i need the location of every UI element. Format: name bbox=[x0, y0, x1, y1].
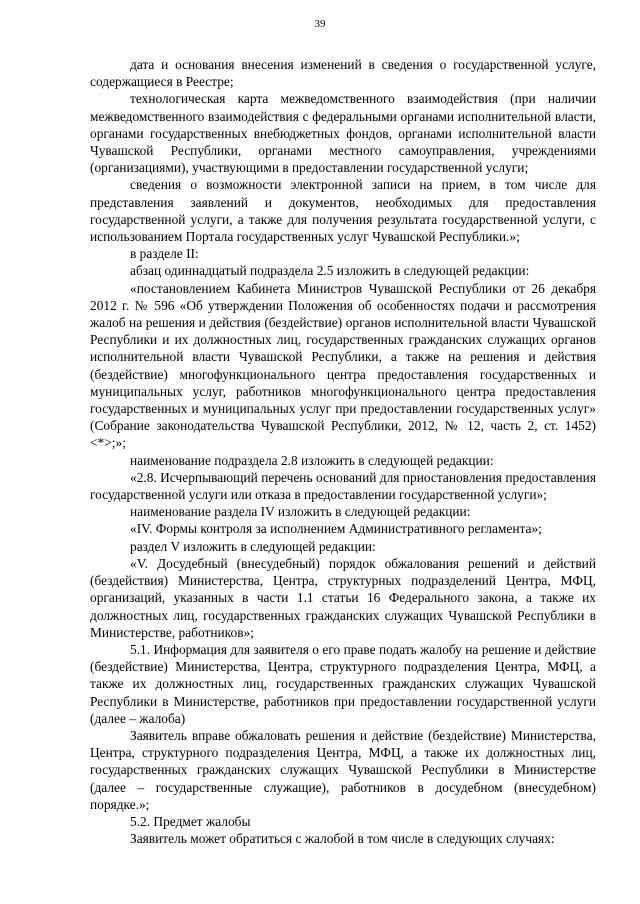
paragraph: раздел V изложить в следующей редакции: bbox=[130, 538, 376, 554]
paragraph: «V. Досудебный (внесудебный) порядок обжалования решений и действий (бездействия) Министерства, Центра, структурных подразделений Центра, МФЦ, организаций, указанных в части 1.1 статьи 16 Федерального закона, а также их должностных лиц, государственных гражданских служащих Чувашской Республики в Министерстве, работников»; bbox=[90, 555, 596, 640]
paragraph: наименование раздела IV изложить в следующей редакции: bbox=[130, 504, 471, 520]
page-number: 39 bbox=[314, 18, 326, 30]
paragraph: дата и основания внесения изменений в сведения о государственной услуге, содержащиеся в Реестре; bbox=[90, 57, 596, 90]
paragraph: «2.8. Исчерпывающий перечень оснований для приостановления предоставления государственной услуги или отказа в предоставлении государственной услуги»; bbox=[90, 469, 596, 503]
paragraph: Заявитель может обратиться с жалобой в том числе в следующих случаях: bbox=[130, 831, 555, 847]
paragraph: Заявитель вправе обжаловать решения и действие (бездействие) Министерства, Центра, структурного подразделения Центра, МФЦ, а также их должностных лиц, государственных гражданских служащих Чувашской Республики в Министерстве (далее – государственные служащие), работников в досудебном (внесудебном) порядке.»; bbox=[90, 727, 596, 812]
paragraph: «постановлением Кабинета Министров Чувашской Республики от 26 декабря 2012 г. № 596 «Об утверждении Положения об особенностях подачи и рассмотрения жалоб на решения и действия (бездействие) органов исполнительной власти Чувашской Республики и их должностных лиц, государственных гражданских служащих органов исполнительной власти Чувашской Республики, а также на решения и действия (бездействие) многофункционального центра предоставления государственных и муниципальных услуг, работников многофункционального центра предоставления государственных и муниципальных услуг при предоставлении государственных услуг» (Собрание законодательства Чувашской Республики, 2012, № 12, часть 2, ст. 1452) <*>;»; bbox=[90, 280, 596, 451]
paragraph: наименование подраздела 2.8 изложить в следующей редакции: bbox=[130, 452, 494, 468]
paragraph: «IV. Формы контроля за исполнением Административного регламента»; bbox=[130, 521, 542, 537]
paragraph: абзац одиннадцатый подраздела 2.5 изложить в следующей редакции: bbox=[130, 263, 530, 279]
paragraph: 5.1. Информация для заявителя о его праве подать жалобу на решение и действие (бездействие) Министерства, Центра, структурного подразделения Центра, МФЦ, а также их должностных лиц, государственных гражданских служащих Чувашской Республики в Министерстве, работников при предоставлении государственной услуги (далее – жалоба) bbox=[90, 641, 596, 726]
document-body bbox=[90, 56, 596, 847]
paragraph: сведения о возможности электронной записи на прием, в том числе для представления заявлений и документов, необходимых для предоставления государственной услуги, а также для получения результата государственной услуги, с использованием Портала государственных услуг Чувашской Республики.»; bbox=[90, 177, 596, 245]
paragraph: технологическая карта межведомственного взаимодействия (при наличии межведомственного взаимодействия с федеральными органами исполнительной власти, органами государственных внебюджетных фондов, органами исполнительной власти Чувашской Республики, органами местного самоуправления, учреждениями (организациями), участвующими в предоставлении государственной услуги; bbox=[90, 91, 596, 176]
paragraph: 5.2. Предмет жалобы bbox=[130, 813, 251, 829]
paragraph: в разделе II: bbox=[130, 246, 199, 262]
